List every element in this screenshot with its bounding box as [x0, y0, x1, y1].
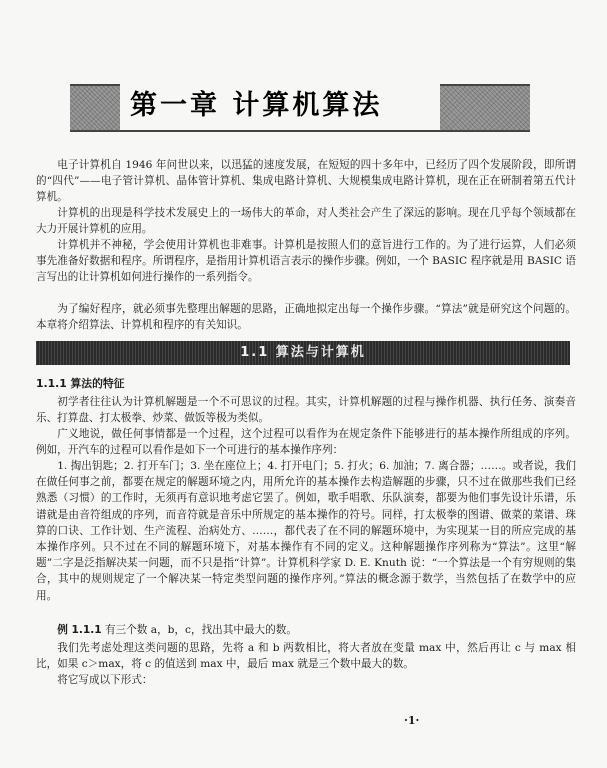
example-text: 有三个数 a，b，c，找出其中最大的数。 — [105, 624, 297, 636]
subsection-title: 1.1.1 算法的特征 — [36, 377, 125, 390]
intro-paragraph-4: 为了编好程序，就必须事先整理出解题的思路，正确地拟定出每一个操作步骤。“算法”就是研究这个问题的。本章将介绍算法、计算机和程序的有关知识。 — [36, 303, 576, 332]
intro-paragraph-2: 计算机的出现是科学技术发展史上的一场伟大的革命，对人类社会产生了深远的影响。现在几乎每个领域都在大力开展计算机的应用。 — [36, 207, 576, 236]
intro-paragraph-3: 计算机并不神秘，学会使用计算机也非难事。计算机是按照人们的意旨进行工作的。为了进行运算，人们必须事先准备好数据和程序。所谓程序，是指用计算机语言表示的操作步骤。例如，一个 BASIC 程序就是用 BASIC 语言写出的让计算机如何进行操作的一系列指令。 — [36, 239, 576, 284]
intro-paragraph-1: 电子计算机自 1946 年问世以来，以迅猛的速度发展，在短短的四十多年中，已经历了四个发展阶段，即所谓的“四代”——电子管计算机、晶体管计算机、集成电路计算机、大规模集成电路计算机，现在正在研制着第五代计算机。 — [36, 159, 576, 204]
section-title: 1.1 算法与计算机 — [240, 345, 366, 360]
body-paragraph-1: 初学者往往认为计算机解题是一个不可思议的过程。其实，计算机解题的过程与操作机器、执行任务、演奏音乐、打算盘、打太极拳、炒菜、做饭等极为类似。 — [36, 396, 576, 425]
page-number: ·1· — [404, 714, 420, 727]
body-paragraph-3: 1. 掏出钥匙；2. 打开车门；3. 坐在座位上；4. 打开电门；5. 打火；6. 加油；7. 离合器；……。或者说，我们在做任何事之前，都要在规定的解题环境之内，用所允许的基本操作去构造解题的步骤，只不过在做那些我们已经熟悉（习惯）的工作时，无须再有意识地考虑它罢了。例如，歌手唱歌、乐队演奏，都要为他们事先设计乐谱，乐谱就是由音符组成的序列，而音符就是音乐中所规定的基本操作的符号。同样，打太极拳的图谱、做菜的菜谱、珠算的口诀、工作计划、生产流程、治病处方、……，都代表了在不同的解题环境中，为实现某一目的所应完成的基本操作序列。只不过在不同的解题环境下，对基本操作有不同的定义。这种解题操作序列称为“算法”。这里“解题”二字是泛指解决某一问题，而不只是指“计算”。计算机科学家 D. E. Knuth 说：“一个算法是一个有穷规则的集合，其中的规则规定了一个解决某一特定类型问题的操作序列。”算法的概念源于数学，当然包括了在数学中的应用。 — [36, 460, 576, 602]
body-paragraph-2: 广义地说，做任何事情都是一个过程，这个过程可以看作为在规定条件下能够进行的基本操作所组成的序列。例如，开汽车的过程可以看作是如下一个可进行的基本操作序列： — [36, 428, 576, 457]
example-label: 例 1.1.1 — [57, 624, 102, 636]
example-line — [36, 622, 576, 638]
chapter-title: 第一章 计算机算法 — [120, 82, 440, 130]
body2-paragraph-1: 我们先考虑处理这类问题的思路，先将 a 和 b 两数相比，将大者放在变量 max 中，然后再让 c 与 max 相比，如果 c＞max，将 c 的值送到 max 中，最后 max 就是三个数中最大的数。 — [36, 642, 576, 671]
body2-paragraph-2: 将它写成以下形式： — [57, 674, 153, 686]
